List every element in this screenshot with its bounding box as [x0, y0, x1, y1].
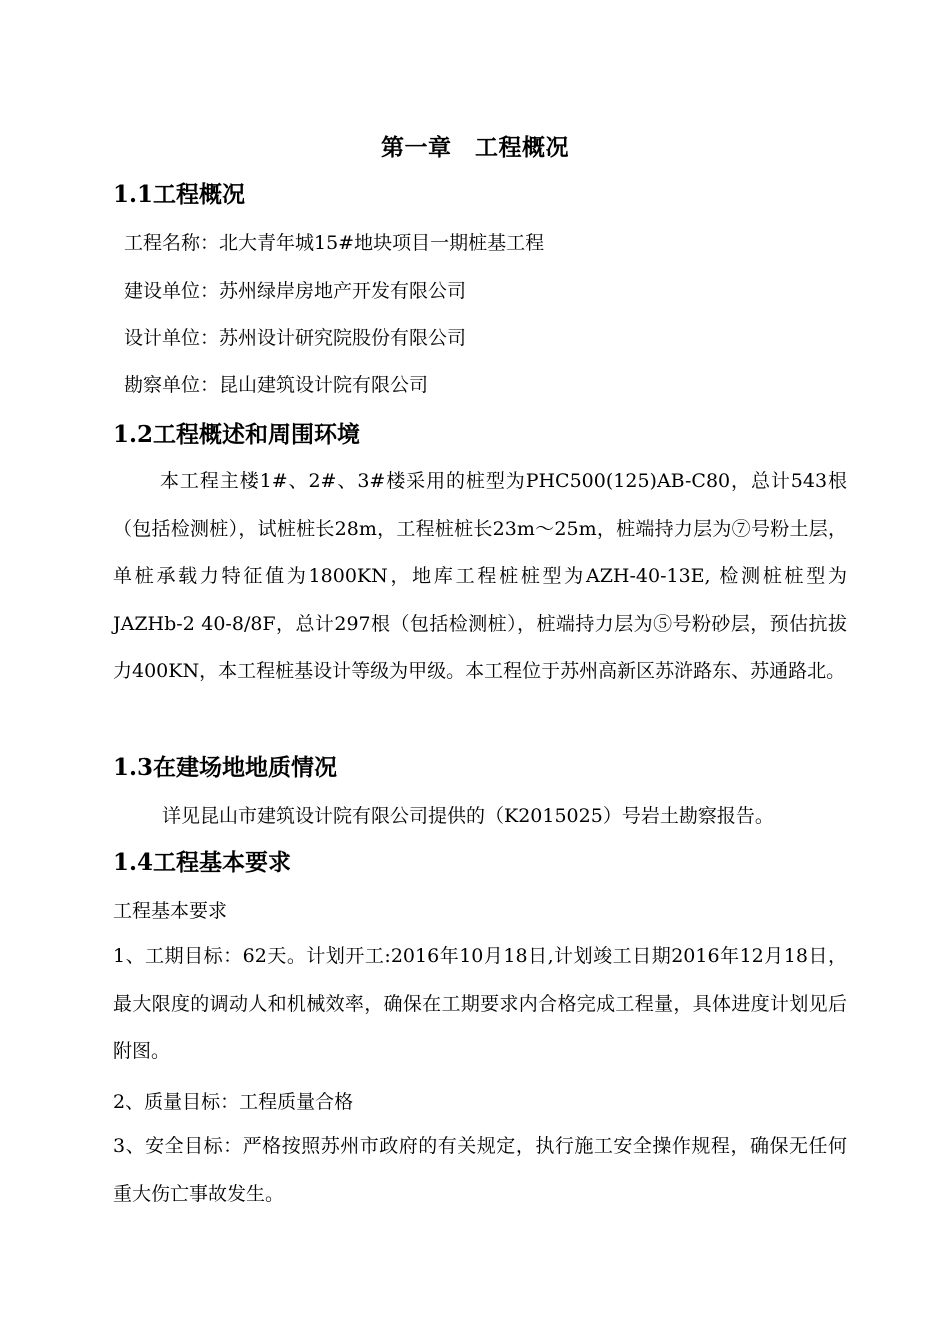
builder-line: 建设单位：苏州绿岸房地产开发有限公司 — [124, 280, 467, 302]
geology-paragraph: 详见昆山市建筑设计院有限公司提供的（K2015025）号岩土勘察报告。 — [162, 805, 774, 827]
chapter-title: 第一章 工程概况 — [381, 134, 569, 161]
project-overview-paragraph: 本工程主楼1#、2#、3#楼采用的桩型为PHC500(125)AB-C80，总计543根（包括检测桩），试桩桩长28m，工程桩桩长23m～25m，桩端持力层为⑦号粉土层，单桩承载力特征值为1800KN，地库工程桩桩型为AZH-40-13E, 检测桩桩型为JAZHb-2 40-8/8F，总计297根（包括检测桩），桩端持力层为⑤号粉砂层，预估抗拔力400KN，本工程桩基设计等级为甲级。本工程位于苏州高新区苏浒路东、苏通路北。 — [113, 470, 847, 682]
designer-line: 设计单位：苏州设计研究院股份有限公司 — [124, 327, 467, 349]
requirement-item-quality: 2、质量目标：工程质量合格 — [113, 1091, 354, 1113]
section-heading-1-3: 1.3在建场地地质情况 — [113, 754, 338, 781]
section-heading-1-1: 1.1工程概况 — [113, 181, 246, 208]
project-name-line: 工程名称：北大青年城15#地块项目一期桩基工程 — [124, 232, 545, 254]
requirement-item-schedule: 1、工期目标：62天。计划开工:2016年10月18日,计划竣工日期2016年12月18日，最大限度的调动人和机械效率，确保在工期要求内合格完成工程量，具体进度计划见后附图。 — [113, 945, 847, 1062]
section-heading-1-2: 1.2工程概述和周围环境 — [113, 421, 361, 448]
requirement-item-safety: 3、安全目标：严格按照苏州市政府的有关规定，执行施工安全操作规程，确保无任何重大伤亡事故发生。 — [113, 1135, 847, 1205]
requirements-intro: 工程基本要求 — [113, 900, 228, 922]
section-heading-1-4: 1.4工程基本要求 — [113, 849, 292, 876]
surveyor-line: 勘察单位：昆山建筑设计院有限公司 — [124, 374, 429, 396]
